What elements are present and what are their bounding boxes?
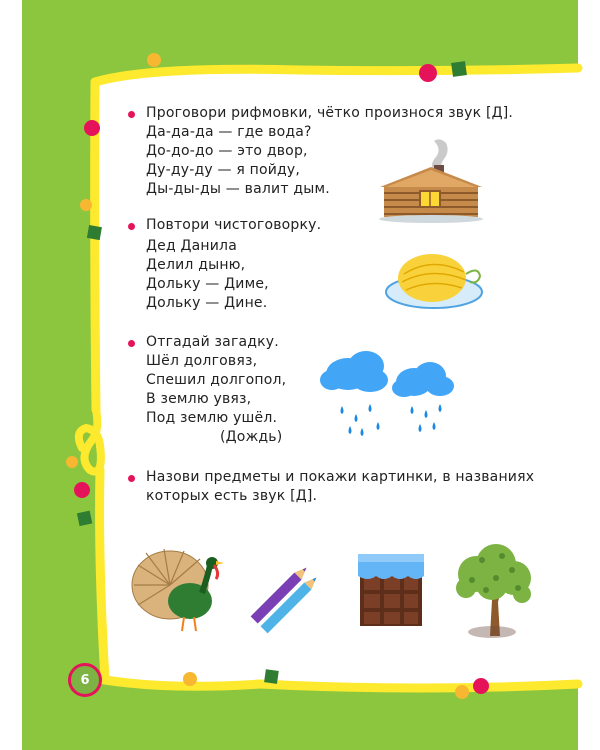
- bullet: [128, 340, 135, 347]
- rhyme-line: Ды-ды-ды — валит дым.: [146, 181, 330, 197]
- tongue-twister-line: Делил дыню,: [146, 257, 246, 273]
- instruction-text: которых есть звук [Д].: [146, 488, 318, 504]
- section-2: [146, 216, 321, 313]
- tree-illustration: [452, 540, 536, 640]
- chocolate-illustration: [356, 550, 428, 630]
- turkey-illustration: [130, 545, 230, 635]
- page-number: 6: [68, 663, 102, 697]
- riddle-line: Спешил долгопол,: [146, 372, 287, 388]
- melon-illustration: [384, 248, 488, 316]
- riddle-answer: (Дождь): [220, 429, 283, 445]
- section-3: [146, 333, 286, 447]
- pencils-illustration: [246, 558, 326, 638]
- instruction-text: Проговори рифмовки, чётко произнося звук [Д].: [146, 105, 514, 121]
- rhyme-line: Да-да-да — где вода?: [146, 124, 312, 140]
- riddle-line: В землю увяз,: [146, 391, 252, 407]
- section-4: [146, 468, 534, 506]
- bullet: [128, 475, 135, 482]
- bullet: [128, 223, 135, 230]
- riddle-line: Шёл долговяз,: [146, 353, 258, 369]
- instruction-text: Отгадай загадку.: [146, 334, 279, 350]
- bullet: [128, 111, 135, 118]
- rain-clouds-illustration: [322, 348, 462, 440]
- instruction-text: Повтори чистоговорку.: [146, 217, 322, 233]
- tongue-twister-line: Дольку — Дине.: [146, 295, 268, 311]
- rhyme-line: Ду-ду-ду — я пойду,: [146, 162, 301, 178]
- log-house-illustration: [376, 135, 486, 223]
- rhyme-line: До-до-до — это двор,: [146, 143, 308, 159]
- tongue-twister-line: Дольку — Диме,: [146, 276, 269, 292]
- riddle-line: Под землю ушёл.: [146, 410, 278, 426]
- instruction-text: Назови предметы и покажи картинки, в названиях: [146, 469, 535, 485]
- tongue-twister-line: Дед Данила: [146, 238, 237, 254]
